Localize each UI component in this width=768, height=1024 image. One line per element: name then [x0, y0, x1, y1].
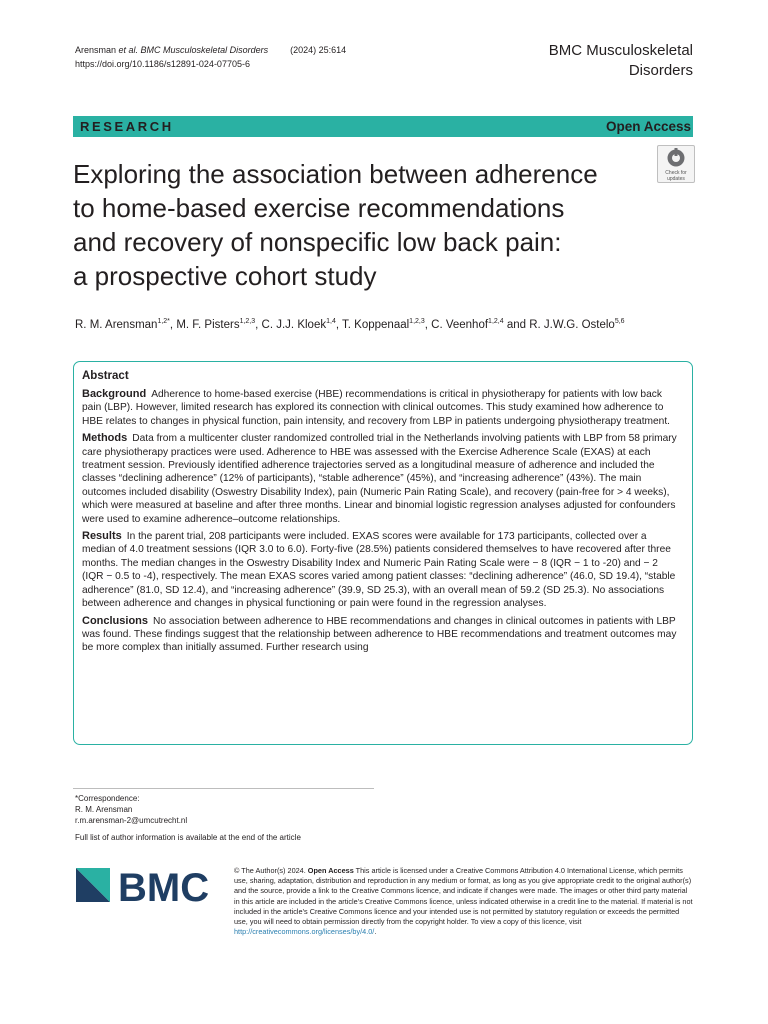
citation-authors: Arensman — [75, 45, 119, 55]
abstract-background — [82, 388, 680, 428]
results-label: Results — [82, 530, 122, 543]
conclusions-label: Conclusions — [82, 614, 149, 627]
journal-name-line2: Disorders — [628, 62, 693, 79]
license-link[interactable]: http://creativecommons.org/licenses/by/4.0/ — [234, 927, 375, 937]
doi-link[interactable]: https://doi.org/10.1186/s12891-024-07705-6 — [75, 59, 250, 69]
author-affiliation: 1,4 — [326, 318, 336, 325]
license-end: . — [374, 927, 377, 937]
bmc-logo — [76, 866, 216, 906]
journal-name — [549, 41, 693, 81]
conclusions-text: No association between adherence to HBE recommendations and changes in clinical outcomes in patients with LBP was found. These findings suggest that the relationship between adherence to HBE recommendations and treatment outcomes may be more complex than initially assumed. Further research using — [82, 615, 677, 654]
author-affiliation: 1,2,3 — [409, 318, 425, 325]
check-updates-label: Check for updates — [665, 170, 687, 182]
footnote-divider — [73, 788, 374, 789]
abstract-conclusions — [82, 615, 680, 655]
author-affiliation: 1,2,4 — [488, 318, 504, 325]
abstract-results — [82, 530, 680, 610]
author-name[interactable]: R. J.W.G. Ostelo — [529, 319, 615, 331]
article-title — [73, 157, 648, 293]
correspondence-label: *Correspondence: — [75, 794, 140, 803]
author-list — [75, 317, 625, 333]
author-name[interactable]: M. F. Pisters — [176, 319, 240, 331]
logo-text: BMC — [118, 866, 210, 906]
correspondence — [75, 793, 187, 826]
author-name[interactable]: C. Veenhof — [431, 319, 489, 331]
author-info-note: Full list of author information is available at the end of the article — [75, 833, 301, 842]
abstract-methods — [82, 432, 680, 526]
license-open-access: Open Access — [307, 866, 354, 875]
title-line: and recovery of nonspecific low back pain: — [73, 227, 562, 257]
citation-header — [75, 43, 346, 71]
author-name[interactable]: T. Koppenaal — [342, 319, 410, 331]
results-text: In the parent trial, 208 participants were included. EXAS scores were available for 173 participants, collected over a median of 4.0 treatment sessions (IQR 3.0 to 6.0). Forty-five (28.5%) patients considered themselves to have recovered after three months. The median changes in the Oswestry Disability Index and Numeric Pain Rating Scale were − 8 (IQR − 1 to -20) and − 2 (IQR − 0.5 to -4), respectively. The mean EXAS scores varied among patient classes: “declining adherence” (46.0, SD 19.4), “stable adherence” (81.0, SD 12.4), and “increasing adherence” (39.9, SD 25.3), with an overall mean of 59.2 (SD 25.3). No associations between adherence and changes in physical functioning or pain were found in the regression analyses. — [82, 531, 676, 610]
correspondence-name: R. M. Arensman — [75, 805, 133, 814]
author-affiliation: 1,2,3 — [239, 318, 256, 325]
abstract-box — [73, 361, 693, 745]
author-affiliation: 5,6 — [614, 318, 625, 325]
journal-name-line1: BMC Musculoskeletal — [548, 42, 693, 59]
author-separator: , — [424, 319, 432, 331]
citation-year: (2024) 25:614 — [290, 45, 347, 55]
methods-label: Methods — [82, 432, 128, 445]
license-text — [234, 866, 694, 937]
license-copyright: © The Author(s) 2024. — [234, 866, 308, 875]
author-separator: and — [503, 319, 530, 331]
license-body: This article is licensed under a Creative Commons Attribution 4.0 International License, which permits use, sharing, adaptation, distribution and reproduction in any medium or format, as long as you give appropriate credit to the original author(s) and the source, provide a link to the Creative Commons licence, and indicate if changes were made. The images or other third party material in this article are included in the article’s Creative Commons licence, unless indicated otherwise in a credit line to the material. If material is not included in the article’s Creative Commons licence and your intended use is not permitted by statutory regulation or exceeds the permitted use, you will need to obtain permission directly from the copyright holder. To view a copy of this licence, visit — [234, 866, 693, 927]
open-access-label: Open Access — [605, 119, 691, 134]
author-name[interactable]: R. M. Arensman — [75, 319, 158, 331]
correspondence-email[interactable]: r.m.arensman-2@umcutrecht.nl — [75, 816, 188, 825]
background-label: Background — [82, 388, 147, 400]
section-label: RESEARCH — [80, 119, 174, 134]
citation-journal: et al. BMC Musculoskeletal Disorders — [118, 45, 269, 55]
author-separator: , — [169, 319, 177, 331]
background-text: Adherence to home-based exercise (HBE) recommendations is critical in physiotherapy for patients with low back pain (LBP). However, limited research has explored its connection with clinical outcomes. This study examined how adherence to HBE relates to changes in physical function, pain intensity, and recovery from LBP in patients undergoing physiotherapy treatment. — [82, 389, 670, 427]
check-for-updates-button[interactable] — [657, 145, 695, 183]
author-separator: , — [255, 319, 262, 331]
check-updates-icon — [658, 146, 694, 170]
title-line: to home-based exercise recommendations — [73, 193, 565, 223]
author-name[interactable]: C. J.J. Kloek — [261, 319, 327, 331]
methods-text: Data from a multicenter cluster randomized controlled trial in the Netherlands involving patients with LBP from 58 primary care physiotherapy practices were used. Adherence to HBE was assessed with the Exercise Adherence Scale (EXAS) at each treatment session. Previously identified adherence trajectories served as a longitudinal measure of adherence and included the classes “declining adherence” (12% of participants), “stable adherence” (45%), and “increasing adherence” (43%). The main outcomes included disability (Oswestry Disability Index), pain (Numeric Pain Rating Scale), and recovery (pain-free for > 4 weeks), which were measured at baseline and after three months. Linear and binomial logistic regression analyses adjusted for confounders were used to examine adherence–outcome relationships. — [82, 433, 677, 525]
title-line: a prospective cohort study — [73, 261, 377, 291]
title-line: Exploring the association between adherence — [73, 159, 598, 189]
author-affiliation: 1,2* — [157, 318, 170, 325]
abstract-heading: Abstract — [82, 370, 129, 382]
author-separator: , — [335, 319, 343, 331]
